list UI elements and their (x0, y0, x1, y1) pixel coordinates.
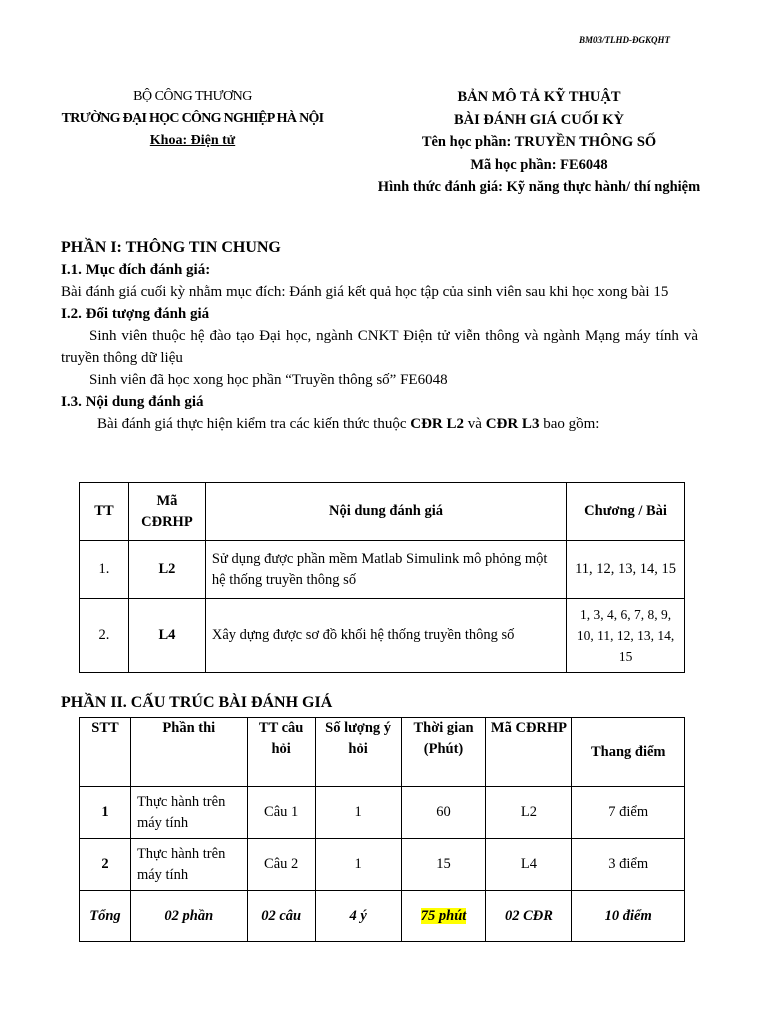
table-cell: 4 ý (315, 891, 401, 942)
table-cell: 10 điểm (572, 891, 685, 942)
table-cell: L4 (128, 599, 205, 673)
table-row (80, 787, 685, 839)
table-cell: 1 (315, 787, 401, 839)
table-cell: 02 CĐR (486, 891, 572, 942)
table-cell: 1 (315, 839, 401, 891)
table-cell: 60 (401, 787, 486, 839)
assessment-form: Hình thức đánh giá: Kỹ năng thực hành/ thí nghiệm (377, 179, 701, 195)
cdr-l2-label: CĐR L2 (410, 416, 465, 432)
table-cell: 1. (80, 541, 129, 599)
section-1-1-text: Bài đánh giá cuối kỳ nhằm mục đích: Đánh giá kết quả học tập của sinh viên sau khi học xong bài 15 (61, 284, 669, 300)
assessment-structure-table (79, 717, 685, 942)
table-cell: Xây dựng được sơ đồ khối hệ thống truyền thông số (205, 599, 566, 673)
doc-title-1: BẢN MÔ TẢ KỸ THUẬT (457, 89, 621, 105)
part2-title: PHẦN II. CẤU TRÚC BÀI ĐÁNH GIÁ (61, 694, 333, 711)
assessment-content-table (79, 482, 685, 673)
faculty-name: Khoa: Điện tử (149, 133, 236, 148)
course-code: Mã học phần: FE6048 (470, 156, 608, 173)
header-cell: Mã CĐRHP (128, 483, 205, 541)
cdr-l3-label: CĐR L3 (485, 416, 540, 432)
part1-title: PHẦN I: THÔNG TIN CHUNG (61, 239, 281, 256)
university-name: TRƯỜNG ĐẠI HỌC CÔNG NGHIỆP HÀ NỘI (61, 111, 324, 126)
table-cell: Thực hành trên máy tính (130, 787, 247, 839)
document-code: BM03/TLHD-ĐGKQHT (579, 35, 670, 45)
header-cell (401, 718, 486, 787)
header-cell: STT (80, 718, 131, 787)
header-cell: Thang điểm (572, 718, 685, 787)
table-row (80, 839, 685, 891)
table-cell: 2. (80, 599, 129, 673)
table-cell: Câu 2 (247, 839, 315, 891)
table-cell: 3 điểm (572, 839, 685, 891)
header-cell: Nội dung đánh giá (205, 483, 566, 541)
table-cell: L4 (486, 839, 572, 891)
header-cell: Số lượng ý hỏi (315, 718, 401, 787)
table-total-row (80, 891, 685, 942)
table-cell: 15 (401, 839, 486, 891)
header-cell: Chương / Bài (567, 483, 685, 541)
part1-section (61, 237, 698, 435)
section-1-3-text (61, 413, 698, 435)
total-time-highlight: 75 phút (420, 907, 467, 924)
table-cell: 02 câu (247, 891, 315, 942)
table-cell: 1 (80, 787, 131, 839)
table-cell: 11, 12, 13, 14, 15 (567, 541, 685, 599)
header-left (60, 86, 325, 152)
table-cell: L2 (128, 541, 205, 599)
table-cell (401, 891, 486, 942)
section-1-2-text-2: Sinh viên đã học xong học phần “Truyền thông số” FE6048 (89, 372, 448, 388)
table-cell: L2 (486, 787, 572, 839)
section-1-2-text-1: Sinh viên thuộc hệ đào tạo Đại học, ngành CNKT Điện tử viễn thông và ngành Mạng máy tính và truyền thông dữ liệu (61, 328, 698, 366)
table-cell: Câu 1 (247, 787, 315, 839)
table-header-row (80, 483, 685, 541)
ministry-name: BỘ CÔNG THƯƠNG (133, 89, 252, 104)
header-cell: Mã CĐRHP (486, 718, 572, 787)
text-fragment: Bài đánh giá thực hiện kiểm tra các kiến thức thuộc (97, 416, 411, 432)
section-1-3-title: I.3. Nội dung đánh giá (61, 394, 204, 410)
table-cell: 7 điểm (572, 787, 685, 839)
header-right (330, 86, 748, 199)
table-cell: Tổng (80, 891, 131, 942)
table-cell: 2 (80, 839, 131, 891)
text-fragment: và (464, 416, 486, 432)
table-row (80, 599, 685, 673)
section-1-2-title: I.2. Đối tượng đánh giá (61, 306, 210, 322)
course-name: Tên học phần: TRUYỀN THÔNG SỐ (421, 134, 657, 150)
header-cell: TT câu hỏi (247, 718, 315, 787)
header-cell: TT (80, 483, 129, 541)
text-fragment: bao gồm: (539, 416, 600, 432)
header-cell: Phần thi (130, 718, 247, 787)
table-cell: 02 phần (130, 891, 247, 942)
table-cell: 1, 3, 4, 6, 7, 8, 9, 10, 11, 12, 13, 14, 15 (567, 599, 685, 673)
time-header: Thời gian (Phút) (413, 720, 474, 757)
table-cell: Sử dụng được phần mềm Matlab Simulink mô phỏng một hệ thống truyền thông số (205, 541, 566, 599)
table-row (80, 541, 685, 599)
table-header-row (80, 718, 685, 787)
doc-title-2: BÀI ĐÁNH GIÁ CUỐI KỲ (454, 111, 624, 128)
table-cell: Thực hành trên máy tính (130, 839, 247, 891)
section-1-1-title: I.1. Mục đích đánh giá: (61, 262, 211, 278)
